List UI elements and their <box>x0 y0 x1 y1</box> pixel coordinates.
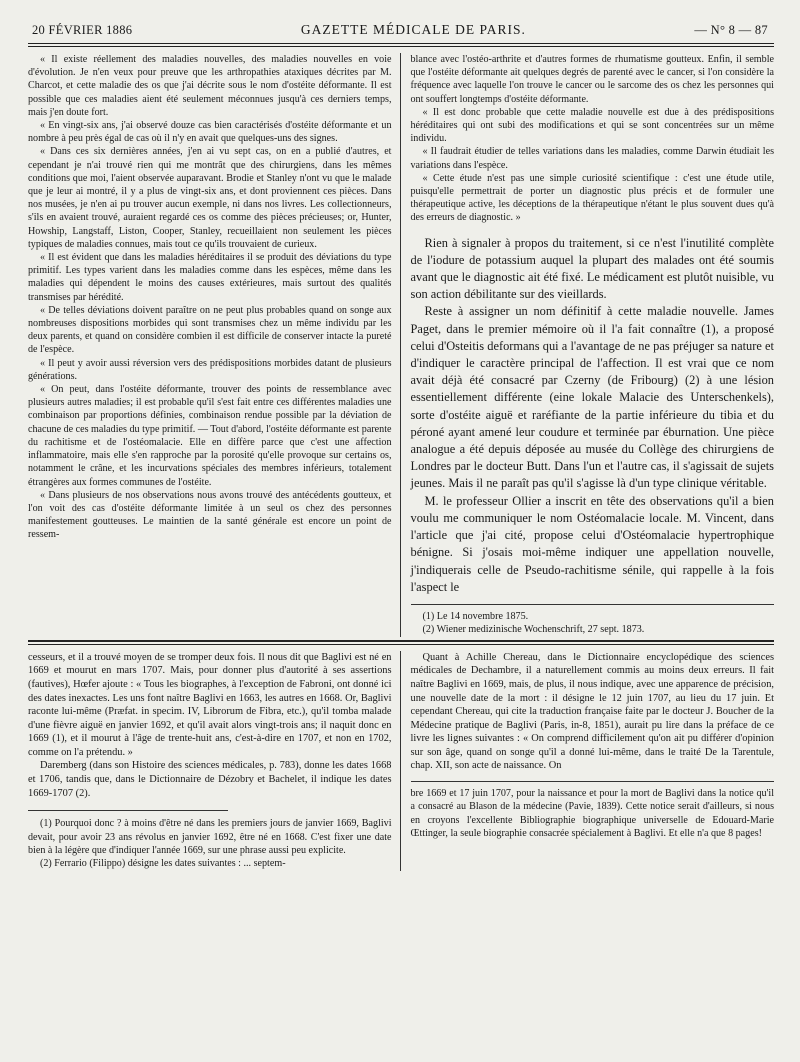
paragraph: « Il est évident que dans les maladies héréditaires il se produit des déviations du type primitif. Les types varient dans les maladies comme dans les espèces, même dans les maladies qui dépendent le moins des causes extérieures, mais surtout des qualités transmises par hérédité. <box>28 252 392 303</box>
paragraph: « Il faudrait étudier de telles variations dans les maladies, comme Darwin étudiait les variations dans l'espèce. <box>410 146 774 171</box>
bottom-left-footnotes <box>28 817 392 871</box>
footnote: (1) Le 14 novembre 1875. <box>422 610 529 622</box>
paragraph: « Il peut y avoir aussi réversion vers des prédispositions morbides datant de plusieurs générations. <box>28 357 392 382</box>
bottom-right-column <box>401 651 775 871</box>
page-header <box>28 22 774 41</box>
top-section <box>28 53 774 637</box>
paragraph: « Il est donc probable que cette maladie nouvelle est due à des prédispositions héréditaires qui ont subi des modifications et qui se sont concentrées sur un même individu. <box>410 106 774 145</box>
paragraph: Reste à assigner un nom définitif à cette maladie nouvelle. James Paget, dans le premier mémoire où il l'a fait connaître (1), a proposé celui d'Osteitis deformans qui a l'avantage de ne pas préjuger sa nature et d'indiquer le caractère principal de l'affection. Il est vrai que ce nom avait déjà été consacré par Czerny (de Fribourg) (2) à une lésion essentiellement différente (eine lokale Malacie des Unterschenkels), sorte d'ostéite aiguë et raréfiante de la partie inférieure du tibia et du péroné ayant amené leur coudure et terminée par éburnation. Une pièce analogue a été depuis déposée au musée du Collège des chirurgiens de Londres par le docteur Butt. Dans l'un et l'autre cas, il s'agissait de sujets jeunes. Mais il ne paraît pas qu'il s'agisse là d'un type clinique véritable. <box>410 304 774 491</box>
top-right-column <box>401 53 775 637</box>
footnote: (2) Ferrario (Filippo) désigne les dates suivantes : ... septem- <box>40 858 286 870</box>
header-page-number: — N° 8 — 87 <box>694 23 768 37</box>
paragraph: M. le professeur Ollier a inscrit en tête des observations qu'il a bien voulu me communiquer le nom Ostéomalacie locale. M. Vincent, dans l'article que j'ai cité, propose celui d'Ostéomalacie hypertrophique bénigne. Si j'osais moi-même indiquer une appellation nouvelle, j'indiquerais celle de Pseudo-rachitisme sénile, qui rappelle à la fois l'aspect le <box>410 493 774 594</box>
paragraph: Quant à Achille Chereau, dans le Dictionnaire encyclopédique des sciences médicales de Dechambre, il a naturellement commis au moins deux erreurs. Il fait naître Baglivi en 1669, mais, de plus, il nous indique, avec une apparence de précision, une nouvelle date de la mort : il désigne le 12 juin 1707, au lieu du 17 juin. Et cependant Chereau, qui cite la traduction française faite par le docteur J. Boucher de la Médecine pratique de Baglivi (Paris, in-8, 1851), aurait pu lire dans la préface de ce livre les lignes suivantes : « On comprend difficilement qu'on ait pu différer d'opinion sur son âge, quand on songe qu'il a donné lui-même, dans le traité De la Tarentule, chap. XII, son acte de naissance. On <box>410 651 774 772</box>
paragraph: blance avec l'ostéo-arthrite et d'autres formes de rhumatisme goutteux. Enfin, il semble que l'ostéite déformante ait quelques degrés de parenté avec le cancer, si l'on considère la fréquence avec laquelle l'on trouve le cancer ou le sarcome des os chez les personnes qui ont souffert longtemps d'ostéite déformante. <box>410 54 774 105</box>
bottom-section <box>28 651 774 871</box>
footnote-rule <box>411 604 775 605</box>
paragraph: « De telles déviations doivent paraître on ne peut plus probables quand on songe aux nombreuses dispositions morbides qui sont transmises chez un même individu par les deux parents, et quand on considère combien il est difficile de conserver intacte la pureté de l'espèce. <box>28 304 392 356</box>
paragraph: cesseurs, et il a trouvé moyen de se tromper deux fois. Il nous dit que Baglivi est né en 1669 et mourut en mars 1707. Mais, pour donner plus d'autorité à ses assertions (fautives), Hœfer ajoute : « Tous les biographes, à l'exception de Fabroni, ont donné ici des dates inexactes. Les uns font naître Baglivi en 1663, les autres en 1668. Or, Baglivi raconte lui-même (Præfat. in specim. IV, Librorum de Fibra, etc.), qu'il tomba malade d'une fièvre aiguë en janvier 1692, et qu'il avait alors vingt-trois ans; il naquit donc en 1669 (1), et il mourut à l'âge de trente-huit ans, c'est-à-dire en 1707, et non en 1702, comme on l'a prétendu. » <box>28 651 392 758</box>
footnote-rule <box>28 810 228 811</box>
paragraph: Daremberg (dans son Histoire des sciences médicales, p. 783), donne les dates 1668 et 1706, tandis que, dans le Dictionnaire de Dézobry et Bachelet, il indique les dates 1669-1707 (2). <box>28 760 392 799</box>
header-date: 20 FÉVRIER 1886 <box>32 23 133 37</box>
top-footnotes <box>411 610 775 637</box>
top-left-column <box>28 53 401 637</box>
paragraph: « Il existe réellement des maladies nouvelles, des maladies nouvelles en voie d'évolution. Je n'en veux pour preuve que les arthropathies ataxiques décrites par M. Charcot, et cette maladie des os que j'ai décrite sous le nom d'ostéite déformante. Il est possible que ces maladies aient été seulement méconnues jusqu'à ces derniers temps, mais j'en doute fort. <box>28 54 392 118</box>
bottom-left-column <box>28 651 401 871</box>
paragraph: « En vingt-six ans, j'ai observé douze cas bien caractérisés d'ostéite déformante et un nombre à peu près égal de cas où il n'y en avait que quelques-uns des signes. <box>28 120 392 145</box>
footnote-rule <box>411 781 775 782</box>
header-rule <box>28 43 774 47</box>
section-rule <box>28 640 774 645</box>
footnote: bre 1669 et 17 juin 1707, pour la naissance et pour la mort de Baglivi dans la notice qu'il a consacré au Blason de la médecine (Pavie, 1839). Cette notice serait d'ailleurs, si nous en croyons l'excellente Bibliographie biographique universelle de Edouard-Marie Œttinger, la seule biographie consacrée spécialement à Baglivi. Et elle n'a que 8 pages! <box>410 788 774 840</box>
paragraph: « Dans plusieurs de nos observations nous avons trouvé des antécédents goutteux, et l'on voit des cas d'ostéite déformante limitée à un seul os chez des personnes manifestement goutteuses. Le maintien de la santé générale est encore un point de ressem- <box>28 489 392 541</box>
bottom-right-footnotes <box>411 787 775 841</box>
quote-continuation <box>411 53 775 225</box>
main-text <box>411 235 775 596</box>
footnote: (2) Wiener medizinische Wochenschrift, 27 sept. 1873. <box>422 624 645 636</box>
paragraph: « Dans ces six dernières années, j'en ai vu sept cas, on en a publié d'autres, et cependant je n'ai trouvé rien qui me montrât que des chirurgiens, dans les mêmes conditions que moi, l'aient observée auparavant. Brodie et Stanley n'ont vu que le malade que je leur ai montré, il y a plus de vingt-six ans, et dont proviennent ces pièces. Dans nos musées, je n'en ai pu trouver aucun exemple, ni dans nos livres. Les collectionneurs, s'ils en avaient trouvé, auraient regardé ces os comme des pièces précieuses; or, Hunter, Howship, Langstaff, Liston, Cooper, Stanley, recueillaient non seulement les pièces typiques de maladies connues, mais tout ce qu'ils trouvaient de curieux. <box>28 146 392 250</box>
paragraph: « On peut, dans l'ostéite déformante, trouver des points de ressemblance avec plusieurs autres maladies; il est probable qu'il s'est fait entre ces différentes maladies une combinaison par proportions définies, combinaison rendue possible par la déviation de chacune de ces maladies du type primitif. — Tout d'abord, l'ostéite déformante est parente du rachitisme et de l'ostéomalacie. Elle en diffère parce que c'est une affection inflammatoire, mais elle s'en rapproche par la porosité qu'elle provoque sur certains os, notamment le crâne, et les incurvations spéciales des membres inférieurs, totalement étrangères aux formes communes de l'ostéite. <box>28 384 392 488</box>
header-title: GAZETTE MÉDICALE DE PARIS. <box>300 22 526 37</box>
paragraph: Rien à signaler à propos du traitement, si ce n'est l'inutilité complète de l'iodure de potassium auquel la plupart des malades ont été soumis avant que le diagnostic ait été fixé. Le médicament est plutôt nuisible, vu son action débilitante sur des vieillards. <box>410 235 774 302</box>
paragraph: « Cette étude n'est pas une simple curiosité scientifique : c'est une étude utile, puisqu'elle permettrait de porter un diagnostic plus précis et de formuler une thérapeutique active, les déceptions de la thérapeutique n'étant le plus souvent dues qu'à des erreurs de diagnostic. » <box>410 172 774 224</box>
footnote: (1) Pourquoi donc ? à moins d'être né dans les premiers jours de janvier 1669, Baglivi devait, pour avoir 23 ans révolus en janvier 1692, être né en 1668. C'est fixer une date bien à la légère que d'indiquer l'année 1669, sur une phrase aussi peu explicite. <box>28 818 392 857</box>
